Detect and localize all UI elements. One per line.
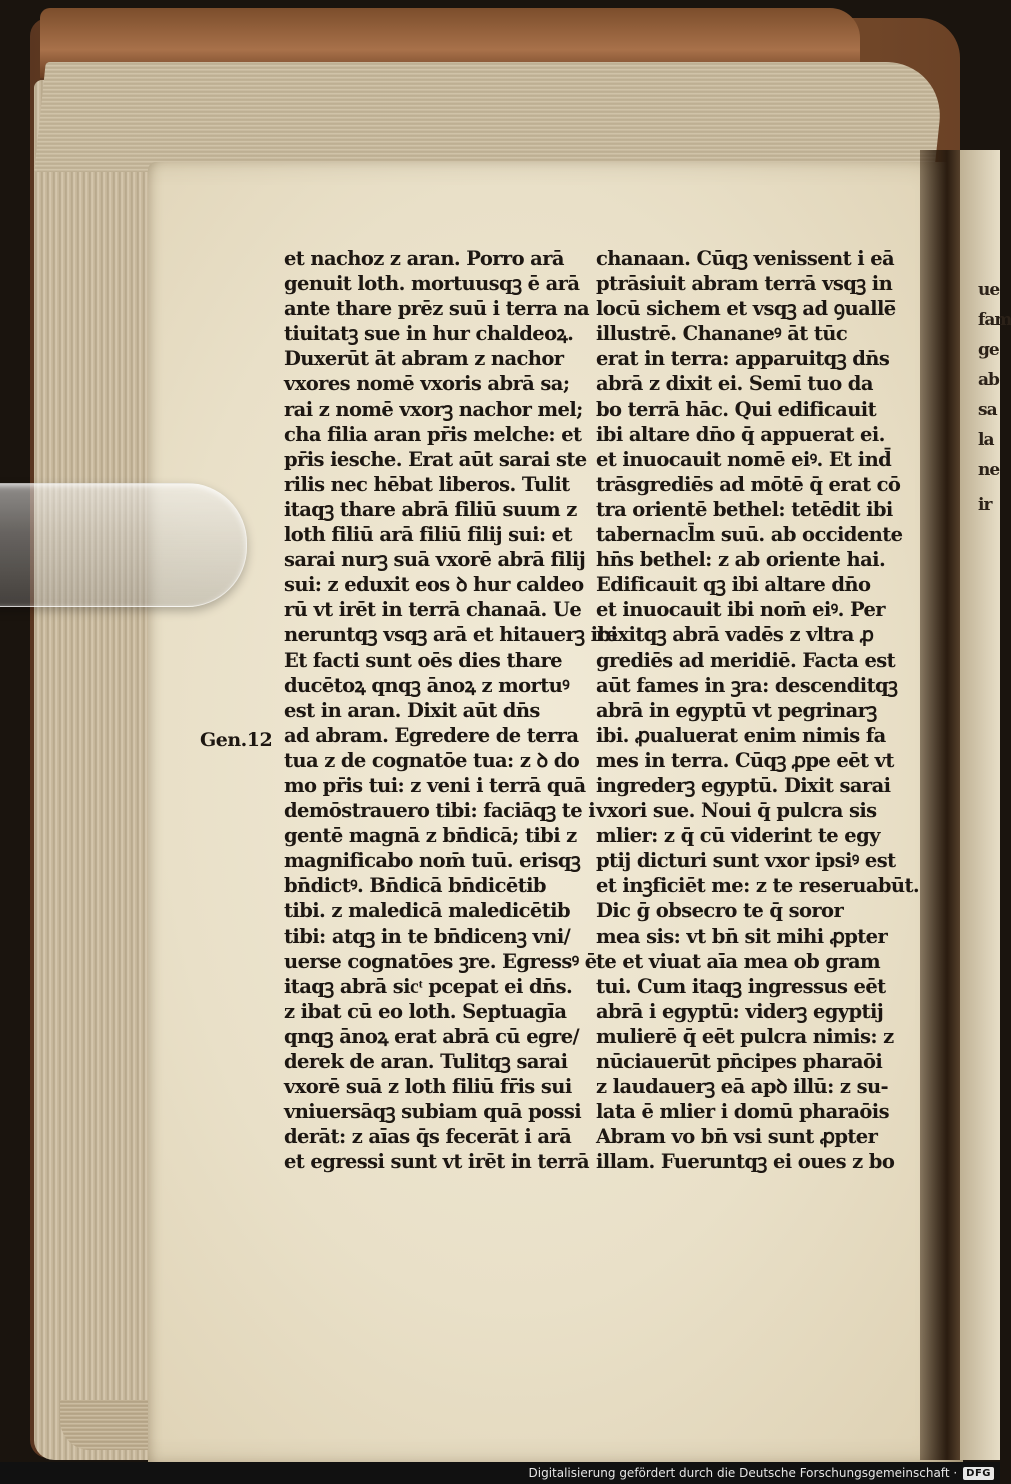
text-line: ptrāsiuit abram terrā vsqꝫ in — [596, 272, 893, 296]
facing-page-fragment: ab — [978, 370, 999, 390]
text-line: erat in terra: apparuitqꝫ dn̄s — [596, 347, 890, 371]
text-line: ibi altare dn̄o q̄ appuerat ei. — [596, 422, 885, 446]
text-line: trāsgrediēs ad mōtē q̄ erat cō — [596, 472, 901, 496]
text-line: nūciauerūt pn̄cipes pharaōi — [596, 1050, 883, 1073]
text-line: Edificauit qꝫ ibi altare dn̄o — [596, 573, 871, 597]
facing-page-fragment: la — [978, 430, 994, 450]
text-line: ingrederꝫ egyptū. Dixit sarai — [596, 773, 891, 797]
facing-page-fragment: ir — [978, 495, 992, 515]
text-line: ante thare prēz suū i terra na — [284, 297, 589, 321]
text-line: sui: z eduxit eos ꝺ hur caldeo — [284, 573, 584, 597]
text-line: z ibat cū eo loth. Septuagīa — [284, 999, 567, 1023]
page-edges-left — [34, 80, 154, 1460]
text-line: derāt: z aīas q̄s fecerāt i arā — [284, 1125, 572, 1149]
text-line: z laudauerꝫ eā apꝺ illū: z su- — [596, 1075, 889, 1099]
text-line: rū vt irēt in terrā chanaā. Ue — [284, 598, 582, 622]
text-line: mlier: z q̄ cū viderint te egy — [596, 824, 880, 848]
text-line: demōstrauero tibi: faciāqꝫ te i — [284, 799, 596, 823]
text-line: illam. Fueruntqꝫ ei oues z bo — [596, 1150, 895, 1174]
text-line: Abram vo bn̄ vsi sunt ꝓpter — [596, 1125, 878, 1149]
text-line: et inꝫficiēt me: z te reseruabūt. — [596, 874, 920, 898]
text-line: tiuitatꝫ sue in hur chaldeoꝝ. — [284, 322, 574, 346]
text-line: et inuocauit nomē eiꝰ. Et ind̄ — [596, 447, 892, 471]
text-line: locū sichem et vsqꝫ ad ꝯualle̅ — [596, 297, 896, 321]
text-line: illustrē. Chananeꝰ āt tūc — [596, 322, 848, 346]
text-line: rai z nomē vxorꝫ nachor mel; — [284, 397, 583, 421]
text-line: bn̄dictꝰ. Bn̄dicā bn̄dicētib — [284, 874, 546, 898]
marginal-note: Gen.12 — [200, 729, 273, 751]
text-line: gentē magnā z bn̄dicā; tibi z — [284, 824, 577, 848]
text-line: ibi. ꝓualuerat enim nimis fa — [596, 723, 886, 747]
text-line: tibi. z maledicā maledicētib — [284, 899, 570, 923]
text-line: bo terrā hāc. Qui edificauit — [596, 397, 876, 421]
text-line: mea sis: vt bn̄ sit mihi ꝓpter — [596, 924, 888, 948]
text-line: rexitqꝫ abrā vadēs z vltra ꝓ — [596, 623, 874, 647]
text-line: ptij dicturi sunt vxor ipsiꝰ est — [596, 849, 896, 873]
text-line: genuit loth. mortuusqꝫ ē arā — [284, 272, 580, 296]
text-column-right — [596, 246, 918, 1174]
facing-page-fragment: ue — [978, 280, 1000, 300]
text-line: itaqꝫ abrā sicͭ pcepat ei dn̄s. — [284, 974, 573, 998]
page-edges-top — [34, 62, 946, 172]
text-line: uerse cognatōes ꝫre. Egressꝰ ē — [284, 949, 597, 973]
text-line: chanaan. Cūqꝫ venissent i eā — [596, 247, 895, 270]
text-line: ducētoꝝ qnqꝫ ānoꝝ z mortuꝰ — [284, 673, 570, 697]
text-line: tabernacl̄m suū. ab occidente — [596, 523, 903, 547]
text-line: loth filiū arā filiū filij sui: et — [284, 523, 572, 547]
facing-page-fragment: ne — [978, 460, 1000, 480]
text-line: itaqꝫ thare abrā filiū suum z — [284, 497, 577, 521]
text-line: pr̄is iesche. Erat aūt sarai ste — [284, 447, 587, 471]
footer-credit: Digitalisierung gefördert durch die Deutsche Forschungsgemeinschaft · — [528, 1466, 958, 1480]
text-line: ad abram. Egredere de terra — [284, 723, 579, 747]
text-line: lata ē mlier i domū pharaōis — [596, 1100, 889, 1124]
facing-page-edge — [960, 150, 1011, 1460]
facing-page-fragment: ge — [978, 340, 999, 360]
text-line: mo pr̄is tui: z veni i terrā quā — [284, 773, 586, 797]
text-line: magnificabo nom̄ tuū. erisqꝫ — [284, 849, 581, 873]
text-line: mulierē q̄ eēt pulcra nimis: z — [596, 1024, 894, 1048]
text-line: vxori sue. Noui q̄ pulcra sis — [596, 799, 877, 823]
dfg-logo: DFG — [963, 1467, 994, 1480]
footer-bar — [0, 1462, 1000, 1484]
text-line: et nachoz z aran. Porro arā — [284, 247, 564, 270]
text-line: tui. Cum itaqꝫ ingressus eēt — [596, 974, 886, 998]
text-line: qnqꝫ ānoꝝ erat abrā cū egre/ — [284, 1024, 580, 1048]
text-line: et inuocauit ibi nom̄ eiꝰ. Per — [596, 598, 885, 622]
text-line: te et viuat aīa mea ob gram — [596, 949, 881, 973]
facing-page-fragment: sa — [978, 400, 997, 420]
text-line: vniuersāqꝫ subiam quā possi — [284, 1100, 582, 1124]
text-line: Et facti sunt oēs dies thare — [284, 648, 562, 672]
text-line: Duxerūt āt abram z nachor — [284, 347, 564, 371]
text-line: tra orientē bethel: tetēdit ibi — [596, 497, 893, 521]
text-line: tibi: atqꝫ in te bn̄dicenꝫ vni/ — [284, 924, 571, 948]
text-line: abrā i egyptū: viderꝫ egyptij — [596, 999, 884, 1023]
text-line: aūt fames in ꝫra: descenditqꝫ — [596, 673, 898, 697]
text-line: rilis nec hēbat liberos. Tulit — [284, 472, 570, 496]
text-line: derek de aran. Tulitqꝫ sarai — [284, 1050, 568, 1073]
text-line: mes in terra. Cūqꝫ ꝓpe eēt vt — [596, 748, 894, 772]
text-line: et egressi sunt vt irēt in terrā — [284, 1150, 589, 1174]
text-line: grediēs ad meridiē. Facta est — [596, 648, 896, 672]
text-line: est in aran. Dixit aūt dn̄s — [284, 698, 540, 722]
text-line: cha filia aran pr̄is melche: et — [284, 422, 582, 446]
text-line: neruntqꝫ vsqꝫ arā et hitauerꝫ ibi — [284, 623, 618, 647]
text-line: tua z de cognatōe tua: z ꝺ do — [284, 748, 580, 772]
text-line: hn̄s bethel: z ab oriente hai. — [596, 548, 886, 572]
text-line: abrā in egyptū vt pegrinarꝫ — [596, 698, 877, 722]
text-line: sarai nurꝫ suā vxorē abrā filij — [284, 548, 586, 572]
text-line: Dic ḡ obsecro te q̄ soror — [596, 899, 844, 923]
text-column-left — [284, 246, 618, 1174]
facing-page-fragment: fam — [978, 310, 1011, 330]
text-line: vxores nomē vxoris abrā sa; — [284, 372, 570, 396]
glass-page-weight — [0, 483, 247, 607]
text-line: vxorē suā z loth filiū fr̄is sui — [284, 1075, 572, 1099]
text-line: abrā z dixit ei. Semī tuo da — [596, 372, 873, 396]
